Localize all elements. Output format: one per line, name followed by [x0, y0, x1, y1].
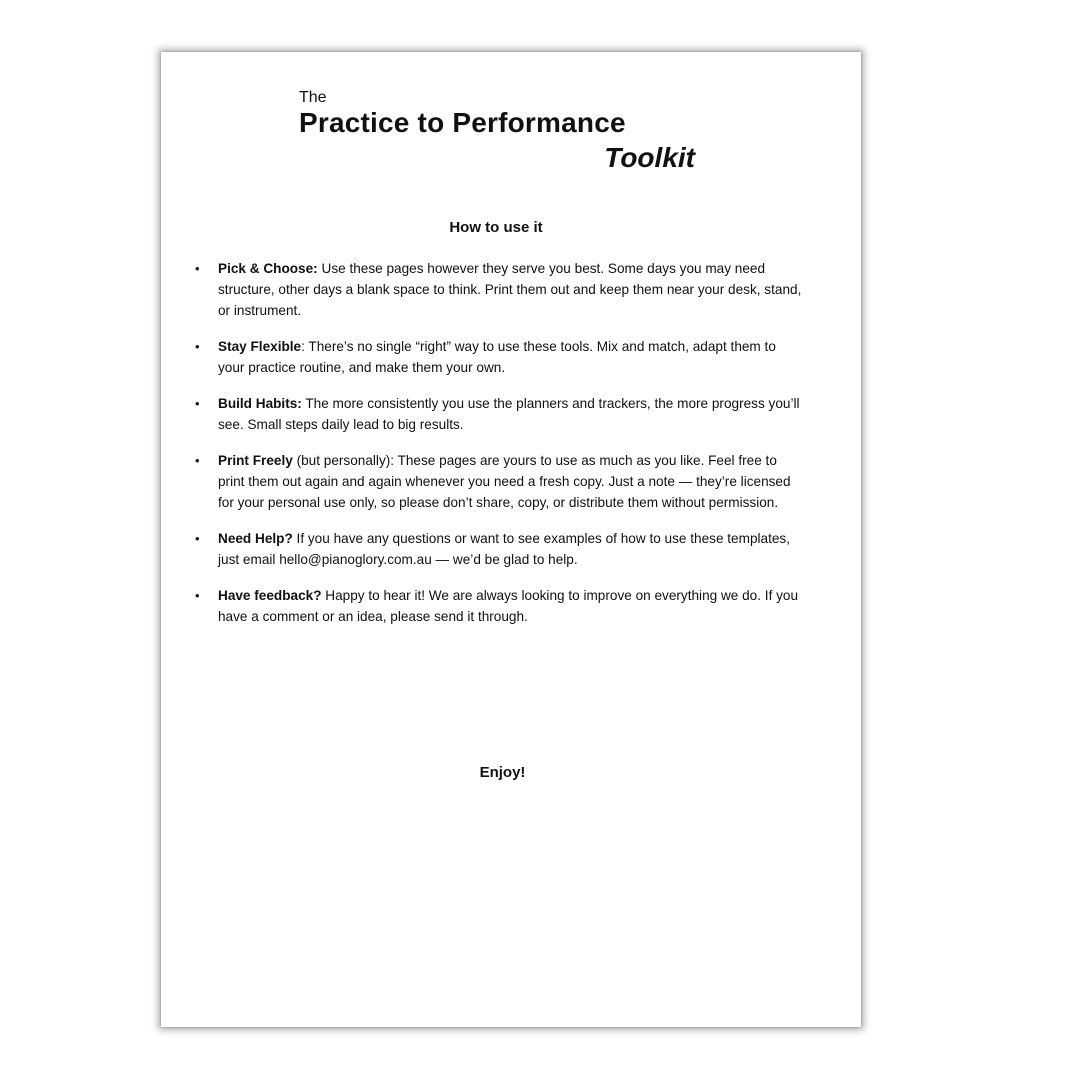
section-heading: How to use it — [449, 219, 543, 236]
list-item-print-freely — [195, 450, 805, 513]
document-page — [161, 52, 861, 1027]
bullet-text: : There’s no single “right” way to use these tools. Mix and match, adapt them to your practice routine, and make them your own. — [218, 339, 776, 375]
bullet-icon: • — [195, 261, 200, 276]
bullet-text: Use these pages however they serve you best. Some days you may need structure, other days a blank space to think. Print them out and keep them near your desk, stand, or instrument. — [218, 261, 802, 318]
list-item-have-feedback — [195, 585, 805, 627]
bullet-lead: Pick & Choose: — [218, 261, 318, 276]
list-item-stay-flexible — [195, 336, 805, 378]
list-item-pick-choose — [195, 258, 805, 321]
bullet-icon: • — [195, 339, 200, 354]
bullet-text: The more consistently you use the planners and trackers, the more progress you’ll see. Small steps daily lead to big results. — [218, 396, 800, 432]
bullet-lead: Need Help? — [218, 531, 293, 546]
instructions-list — [195, 258, 805, 642]
bullet-lead: Have feedback? — [218, 588, 322, 603]
title-block — [299, 88, 699, 175]
title-main: Practice to Performance — [299, 107, 626, 138]
bullet-text: If you have any questions or want to see examples of how to use these templates, just email hello@pianoglory.com.au — we’d be glad to help. — [218, 531, 790, 567]
bullet-lead: Build Habits: — [218, 396, 302, 411]
title-prefix: The — [299, 89, 327, 106]
closing-text: Enjoy! — [479, 764, 526, 781]
list-item-need-help — [195, 528, 805, 570]
bullet-text: Happy to hear it! We are always looking to improve on everything we do. If you have a comment or an idea, please send it through. — [218, 588, 799, 624]
bullet-text: (but personally): These pages are yours to use as much as you like. Feel free to print them out again and again whenever you need a fresh copy. Just a note — they’re licensed for your personal use only, so please don’t share, copy, or distribute them without permission. — [218, 453, 791, 510]
bullet-icon: • — [195, 396, 200, 411]
list-item-build-habits — [195, 393, 805, 435]
title-subtitle: Toolkit — [604, 142, 695, 173]
bullet-icon: • — [195, 588, 200, 603]
bullet-icon: • — [195, 531, 200, 546]
bullet-lead: Stay Flexible — [218, 339, 302, 354]
bullet-lead: Print Freely — [218, 453, 293, 468]
bullet-icon: • — [195, 453, 200, 468]
